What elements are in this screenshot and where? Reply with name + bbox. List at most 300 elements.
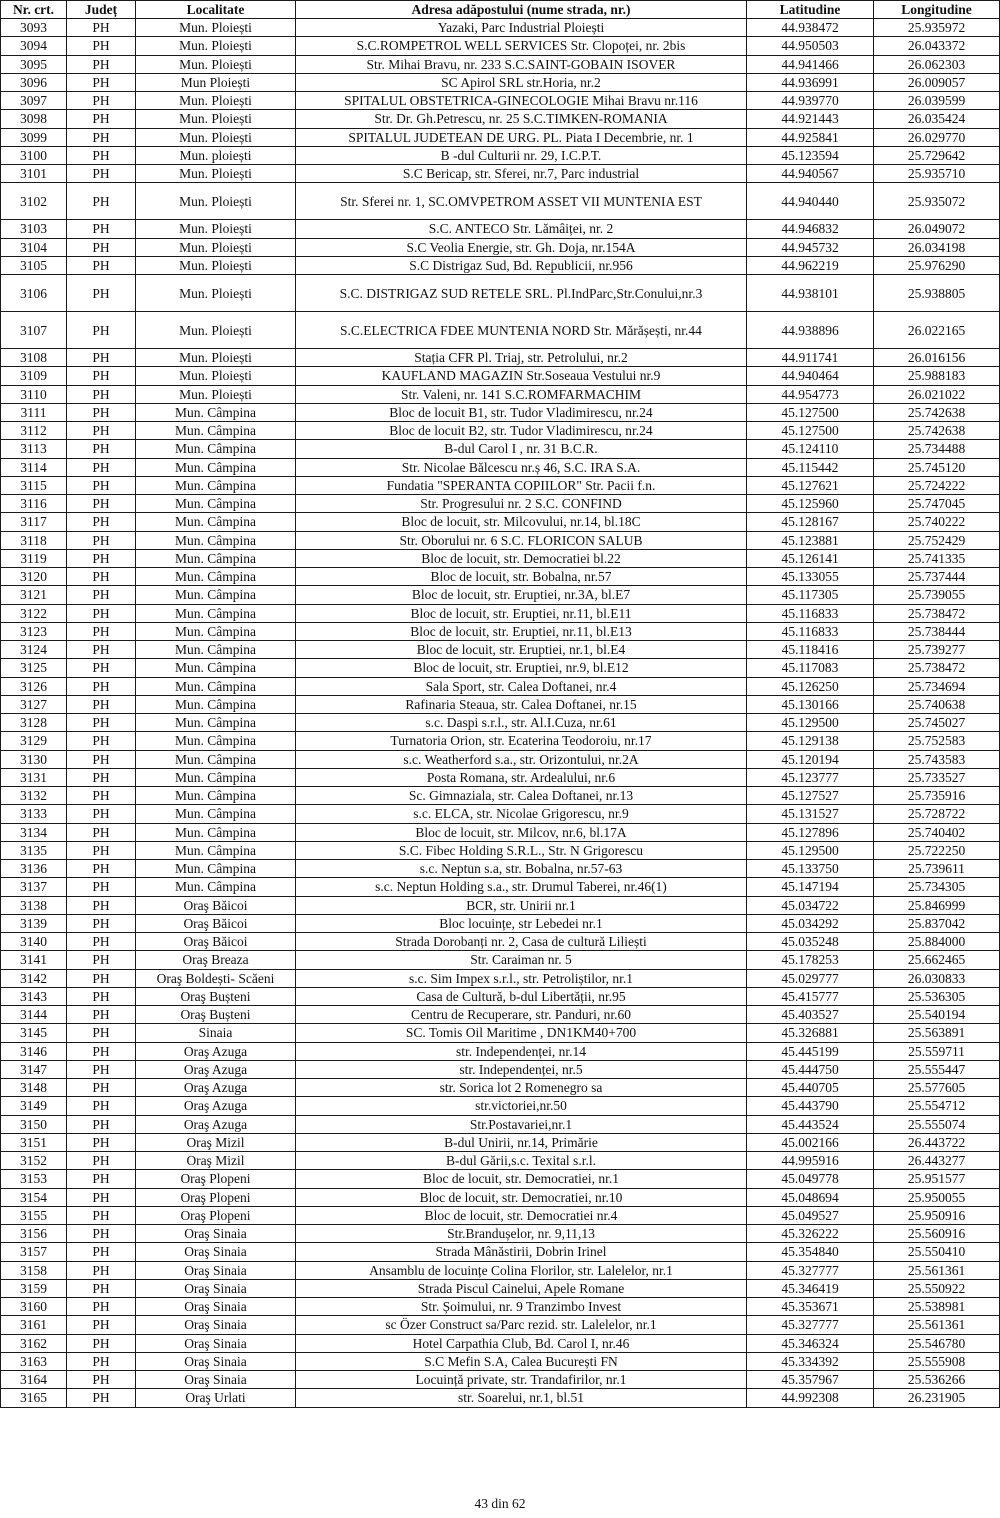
cell-adresa: Bloc de locuit B2, str. Tudor Vladimirescu, nr.24 bbox=[296, 422, 747, 440]
cell-longitudine: 25.738444 bbox=[874, 622, 1000, 640]
table-row bbox=[1, 1152, 1000, 1170]
cell-adresa: B-dul Unirii, nr.14, Primărie bbox=[296, 1133, 747, 1151]
table-row bbox=[1, 750, 1000, 768]
cell-judet: PH bbox=[67, 19, 136, 37]
table-row bbox=[1, 1097, 1000, 1115]
table-row bbox=[1, 476, 1000, 494]
cell-judet: PH bbox=[67, 55, 136, 73]
cell-longitudine: 25.729642 bbox=[874, 146, 1000, 164]
table-row bbox=[1, 1115, 1000, 1133]
cell-longitudine: 25.734488 bbox=[874, 440, 1000, 458]
table-row bbox=[1, 55, 1000, 73]
table-row bbox=[1, 659, 1000, 677]
cell-longitudine: 25.742638 bbox=[874, 422, 1000, 440]
cell-nr-crt: 3111 bbox=[1, 403, 67, 421]
cell-latitudine: 45.035248 bbox=[747, 933, 874, 951]
cell-nr-crt: 3109 bbox=[1, 367, 67, 385]
cell-nr-crt: 3100 bbox=[1, 146, 67, 164]
cell-adresa: B -dul Culturii nr. 29, I.C.P.T. bbox=[296, 146, 747, 164]
cell-longitudine: 25.935710 bbox=[874, 165, 1000, 183]
cell-judet: PH bbox=[67, 1389, 136, 1407]
cell-judet: PH bbox=[67, 1170, 136, 1188]
cell-judet: PH bbox=[67, 604, 136, 622]
cell-latitudine: 45.403527 bbox=[747, 1006, 874, 1024]
cell-judet: PH bbox=[67, 860, 136, 878]
cell-localitate: Mun. Ploiești bbox=[136, 220, 296, 238]
cell-localitate: Mun. Câmpina bbox=[136, 495, 296, 513]
cell-judet: PH bbox=[67, 256, 136, 274]
cell-longitudine: 25.935072 bbox=[874, 183, 1000, 220]
cell-judet: PH bbox=[67, 1371, 136, 1389]
header-adresa: Adresa adăpostului (nume strada, nr.) bbox=[296, 1, 747, 19]
cell-localitate: Oraş Băicoi bbox=[136, 933, 296, 951]
cell-localitate: Oraş Băicoi bbox=[136, 896, 296, 914]
cell-nr-crt: 3112 bbox=[1, 422, 67, 440]
cell-latitudine: 45.123777 bbox=[747, 768, 874, 786]
cell-localitate: Oraş Mizil bbox=[136, 1133, 296, 1151]
header-latitudine: Latitudine bbox=[747, 1, 874, 19]
cell-longitudine: 25.536305 bbox=[874, 987, 1000, 1005]
table-row bbox=[1, 1079, 1000, 1097]
table-row bbox=[1, 951, 1000, 969]
cell-latitudine: 45.128167 bbox=[747, 513, 874, 531]
cell-adresa: B-dul Carol I , nr. 31 B.C.R. bbox=[296, 440, 747, 458]
cell-latitudine: 45.127527 bbox=[747, 787, 874, 805]
cell-localitate: Mun. Câmpina bbox=[136, 768, 296, 786]
table-row bbox=[1, 422, 1000, 440]
table-row bbox=[1, 1225, 1000, 1243]
cell-adresa: S.C Veolia Energie, str. Gh. Doja, nr.154A bbox=[296, 238, 747, 256]
cell-judet: PH bbox=[67, 1097, 136, 1115]
cell-judet: PH bbox=[67, 659, 136, 677]
cell-adresa: Rafinaria Steaua, str. Calea Doftanei, nr.15 bbox=[296, 695, 747, 713]
cell-nr-crt: 3160 bbox=[1, 1298, 67, 1316]
cell-longitudine: 25.950916 bbox=[874, 1206, 1000, 1224]
cell-judet: PH bbox=[67, 238, 136, 256]
cell-longitudine: 26.062303 bbox=[874, 55, 1000, 73]
cell-judet: PH bbox=[67, 1316, 136, 1334]
cell-localitate: Mun. Câmpina bbox=[136, 604, 296, 622]
cell-adresa: s.c. Sim Impex s.r.l., str. Petroliștilor, nr.1 bbox=[296, 969, 747, 987]
cell-localitate: Mun. Ploiești bbox=[136, 349, 296, 367]
cell-longitudine: 25.561361 bbox=[874, 1316, 1000, 1334]
cell-adresa: SPITALUL JUDETEAN DE URG. PL. Piata I Decembrie, nr. 1 bbox=[296, 128, 747, 146]
cell-nr-crt: 3134 bbox=[1, 823, 67, 841]
cell-adresa: Yazaki, Parc Industrial Ploiești bbox=[296, 19, 747, 37]
cell-latitudine: 45.116833 bbox=[747, 604, 874, 622]
cell-longitudine: 26.009057 bbox=[874, 73, 1000, 91]
table-row bbox=[1, 1371, 1000, 1389]
cell-nr-crt: 3120 bbox=[1, 568, 67, 586]
table-row bbox=[1, 37, 1000, 55]
cell-adresa: Bloc de locuit, str. Democratiei nr.4 bbox=[296, 1206, 747, 1224]
cell-adresa: s.c. Weatherford s.a., str. Orizontului, nr.2A bbox=[296, 750, 747, 768]
cell-latitudine: 44.946832 bbox=[747, 220, 874, 238]
cell-longitudine: 25.737444 bbox=[874, 568, 1000, 586]
cell-judet: PH bbox=[67, 146, 136, 164]
cell-judet: PH bbox=[67, 677, 136, 695]
cell-latitudine: 44.938101 bbox=[747, 275, 874, 312]
cell-longitudine: 25.752429 bbox=[874, 531, 1000, 549]
cell-judet: PH bbox=[67, 1079, 136, 1097]
cell-localitate: Oraş Bușteni bbox=[136, 1006, 296, 1024]
table-row bbox=[1, 1024, 1000, 1042]
cell-localitate: Oraş Azuga bbox=[136, 1079, 296, 1097]
cell-latitudine: 45.334392 bbox=[747, 1352, 874, 1370]
cell-latitudine: 45.129138 bbox=[747, 732, 874, 750]
cell-longitudine: 25.536266 bbox=[874, 1371, 1000, 1389]
cell-nr-crt: 3108 bbox=[1, 349, 67, 367]
cell-longitudine: 25.550410 bbox=[874, 1243, 1000, 1261]
cell-localitate: Mun. Câmpina bbox=[136, 677, 296, 695]
cell-adresa: Ansamblu de locuințe Colina Florilor, str. Lalelelor, nr.1 bbox=[296, 1261, 747, 1279]
table-row bbox=[1, 622, 1000, 640]
cell-judet: PH bbox=[67, 695, 136, 713]
cell-nr-crt: 3123 bbox=[1, 622, 67, 640]
cell-judet: PH bbox=[67, 805, 136, 823]
cell-localitate: Mun Ploiești bbox=[136, 73, 296, 91]
cell-localitate: Mun. Câmpina bbox=[136, 841, 296, 859]
cell-nr-crt: 3127 bbox=[1, 695, 67, 713]
cell-localitate: Mun. Câmpina bbox=[136, 549, 296, 567]
cell-latitudine: 45.029777 bbox=[747, 969, 874, 987]
cell-longitudine: 25.739611 bbox=[874, 860, 1000, 878]
cell-adresa: Centru de Recuperare, str. Panduri, nr.60 bbox=[296, 1006, 747, 1024]
table-row bbox=[1, 914, 1000, 932]
table-row bbox=[1, 695, 1000, 713]
cell-latitudine: 44.995916 bbox=[747, 1152, 874, 1170]
table-row bbox=[1, 531, 1000, 549]
cell-nr-crt: 3158 bbox=[1, 1261, 67, 1279]
cell-longitudine: 26.021022 bbox=[874, 385, 1000, 403]
cell-localitate: Mun. Ploiești bbox=[136, 110, 296, 128]
cell-longitudine: 25.555908 bbox=[874, 1352, 1000, 1370]
cell-adresa: Casa de Cultură, b-dul Libertății, nr.95 bbox=[296, 987, 747, 1005]
table-row bbox=[1, 128, 1000, 146]
cell-judet: PH bbox=[67, 1060, 136, 1078]
cell-localitate: Oraş Urlati bbox=[136, 1389, 296, 1407]
cell-localitate: Mun. ploiești bbox=[136, 146, 296, 164]
cell-judet: PH bbox=[67, 750, 136, 768]
cell-adresa: Str. Oborului nr. 6 S.C. FLORICON SALUB bbox=[296, 531, 747, 549]
cell-localitate: Mun. Câmpina bbox=[136, 641, 296, 659]
cell-adresa: Str. Sferei nr. 1, SC.OMVPETROM ASSET VII MUNTENIA EST bbox=[296, 183, 747, 220]
cell-localitate: Mun. Câmpina bbox=[136, 787, 296, 805]
cell-nr-crt: 3110 bbox=[1, 385, 67, 403]
cell-latitudine: 45.443524 bbox=[747, 1115, 874, 1133]
cell-nr-crt: 3126 bbox=[1, 677, 67, 695]
cell-adresa: Stația CFR Pl. Triaj, str. Petrolului, nr.2 bbox=[296, 349, 747, 367]
table-row bbox=[1, 568, 1000, 586]
cell-latitudine: 44.962219 bbox=[747, 256, 874, 274]
cell-adresa: Sala Sport, str. Calea Doftanei, nr.4 bbox=[296, 677, 747, 695]
cell-judet: PH bbox=[67, 1298, 136, 1316]
cell-nr-crt: 3153 bbox=[1, 1170, 67, 1188]
cell-longitudine: 25.735916 bbox=[874, 787, 1000, 805]
cell-nr-crt: 3131 bbox=[1, 768, 67, 786]
cell-adresa: Fundatia "SPERANTA COPIILOR" Str. Pacii f.n. bbox=[296, 476, 747, 494]
cell-nr-crt: 3128 bbox=[1, 714, 67, 732]
cell-longitudine: 25.739055 bbox=[874, 586, 1000, 604]
cell-localitate: Oraş Sinaia bbox=[136, 1298, 296, 1316]
cell-longitudine: 25.742638 bbox=[874, 403, 1000, 421]
cell-latitudine: 45.327777 bbox=[747, 1261, 874, 1279]
cell-longitudine: 25.538981 bbox=[874, 1298, 1000, 1316]
cell-adresa: Turnatoria Orion, str. Ecaterina Teodoroiu, nr.17 bbox=[296, 732, 747, 750]
cell-latitudine: 45.415777 bbox=[747, 987, 874, 1005]
cell-nr-crt: 3104 bbox=[1, 238, 67, 256]
cell-latitudine: 45.115442 bbox=[747, 458, 874, 476]
cell-localitate: Mun. Câmpina bbox=[136, 476, 296, 494]
cell-localitate: Oraş Băicoi bbox=[136, 914, 296, 932]
cell-adresa: S.C. Fibec Holding S.R.L., Str. N Grigorescu bbox=[296, 841, 747, 859]
cell-adresa: Str. Șoimului, nr. 9 Tranzimbo Invest bbox=[296, 1298, 747, 1316]
table-row bbox=[1, 1188, 1000, 1206]
cell-adresa: S.C.ROMPETROL WELL SERVICES Str. Clopoței, nr. 2bis bbox=[296, 37, 747, 55]
cell-latitudine: 45.127500 bbox=[747, 403, 874, 421]
cell-longitudine: 25.741335 bbox=[874, 549, 1000, 567]
cell-localitate: Mun. Câmpina bbox=[136, 531, 296, 549]
cell-judet: PH bbox=[67, 1188, 136, 1206]
cell-nr-crt: 3113 bbox=[1, 440, 67, 458]
cell-localitate: Oraş Azuga bbox=[136, 1060, 296, 1078]
cell-localitate: Mun. Ploiești bbox=[136, 55, 296, 73]
table-row bbox=[1, 275, 1000, 312]
cell-localitate: Oraş Bușteni bbox=[136, 987, 296, 1005]
cell-latitudine: 45.120194 bbox=[747, 750, 874, 768]
cell-latitudine: 45.130166 bbox=[747, 695, 874, 713]
cell-judet: PH bbox=[67, 714, 136, 732]
cell-nr-crt: 3154 bbox=[1, 1188, 67, 1206]
cell-localitate: Mun. Câmpina bbox=[136, 403, 296, 421]
cell-adresa: SC Apirol SRL str.Horia, nr.2 bbox=[296, 73, 747, 91]
cell-judet: PH bbox=[67, 1115, 136, 1133]
cell-nr-crt: 3144 bbox=[1, 1006, 67, 1024]
table-row bbox=[1, 1298, 1000, 1316]
cell-latitudine: 44.941466 bbox=[747, 55, 874, 73]
cell-latitudine: 44.940440 bbox=[747, 183, 874, 220]
cell-longitudine: 25.738472 bbox=[874, 604, 1000, 622]
cell-nr-crt: 3107 bbox=[1, 312, 67, 349]
cell-judet: PH bbox=[67, 220, 136, 238]
cell-latitudine: 45.346324 bbox=[747, 1334, 874, 1352]
cell-judet: PH bbox=[67, 513, 136, 531]
cell-longitudine: 25.884000 bbox=[874, 933, 1000, 951]
cell-judet: PH bbox=[67, 275, 136, 312]
cell-adresa: Bloc de locuit, str. Eruptiei, nr.11, bl.E13 bbox=[296, 622, 747, 640]
cell-longitudine: 26.443722 bbox=[874, 1133, 1000, 1151]
cell-nr-crt: 3133 bbox=[1, 805, 67, 823]
cell-nr-crt: 3130 bbox=[1, 750, 67, 768]
cell-judet: PH bbox=[67, 349, 136, 367]
cell-judet: PH bbox=[67, 987, 136, 1005]
cell-judet: PH bbox=[67, 165, 136, 183]
cell-longitudine: 26.049072 bbox=[874, 220, 1000, 238]
cell-adresa: Bloc de locuit B1, str. Tudor Vladimirescu, nr.24 bbox=[296, 403, 747, 421]
cell-latitudine: 45.353671 bbox=[747, 1298, 874, 1316]
cell-judet: PH bbox=[67, 732, 136, 750]
cell-longitudine: 25.563891 bbox=[874, 1024, 1000, 1042]
cell-nr-crt: 3138 bbox=[1, 896, 67, 914]
cell-adresa: B-dul Gării,s.c. Texital s.r.l. bbox=[296, 1152, 747, 1170]
cell-longitudine: 25.950055 bbox=[874, 1188, 1000, 1206]
cell-longitudine: 26.034198 bbox=[874, 238, 1000, 256]
table-row bbox=[1, 183, 1000, 220]
cell-localitate: Mun. Câmpina bbox=[136, 659, 296, 677]
cell-judet: PH bbox=[67, 1152, 136, 1170]
cell-adresa: Strada Dorobanți nr. 2, Casa de cultură Liliești bbox=[296, 933, 747, 951]
cell-adresa: SPITALUL OBSTETRICA-GINECOLOGIE Mihai Bravu nr.116 bbox=[296, 92, 747, 110]
cell-localitate: Mun. Ploiești bbox=[136, 256, 296, 274]
table-row bbox=[1, 1261, 1000, 1279]
cell-localitate: Mun. Ploiești bbox=[136, 165, 296, 183]
cell-latitudine: 45.127621 bbox=[747, 476, 874, 494]
table-row bbox=[1, 238, 1000, 256]
cell-latitudine: 45.178253 bbox=[747, 951, 874, 969]
cell-nr-crt: 3093 bbox=[1, 19, 67, 37]
cell-adresa: Bloc de locuit, str. Eruptiei, nr.1, bl.E4 bbox=[296, 641, 747, 659]
cell-adresa: SC. Tomis Oil Maritime , DN1KM40+700 bbox=[296, 1024, 747, 1042]
cell-nr-crt: 3101 bbox=[1, 165, 67, 183]
cell-nr-crt: 3116 bbox=[1, 495, 67, 513]
cell-nr-crt: 3129 bbox=[1, 732, 67, 750]
cell-longitudine: 25.554712 bbox=[874, 1097, 1000, 1115]
cell-nr-crt: 3124 bbox=[1, 641, 67, 659]
cell-longitudine: 25.724222 bbox=[874, 476, 1000, 494]
cell-longitudine: 25.738472 bbox=[874, 659, 1000, 677]
cell-adresa: S.C Mefin S.A, Calea București FN bbox=[296, 1352, 747, 1370]
table-row bbox=[1, 1006, 1000, 1024]
cell-judet: PH bbox=[67, 1206, 136, 1224]
cell-judet: PH bbox=[67, 1279, 136, 1297]
cell-latitudine: 45.116833 bbox=[747, 622, 874, 640]
cell-latitudine: 45.049527 bbox=[747, 1206, 874, 1224]
cell-longitudine: 25.662465 bbox=[874, 951, 1000, 969]
cell-judet: PH bbox=[67, 951, 136, 969]
cell-longitudine: 25.540194 bbox=[874, 1006, 1000, 1024]
cell-judet: PH bbox=[67, 768, 136, 786]
cell-latitudine: 45.034722 bbox=[747, 896, 874, 914]
table-row bbox=[1, 714, 1000, 732]
cell-latitudine: 45.126141 bbox=[747, 549, 874, 567]
cell-judet: PH bbox=[67, 403, 136, 421]
table-row bbox=[1, 146, 1000, 164]
cell-latitudine: 45.125960 bbox=[747, 495, 874, 513]
cell-longitudine: 25.747045 bbox=[874, 495, 1000, 513]
cell-judet: PH bbox=[67, 1006, 136, 1024]
cell-localitate: Oraş Sinaia bbox=[136, 1352, 296, 1370]
cell-judet: PH bbox=[67, 73, 136, 91]
cell-longitudine: 25.743583 bbox=[874, 750, 1000, 768]
cell-longitudine: 25.560916 bbox=[874, 1225, 1000, 1243]
cell-longitudine: 26.022165 bbox=[874, 312, 1000, 349]
cell-longitudine: 25.938805 bbox=[874, 275, 1000, 312]
cell-longitudine: 25.951577 bbox=[874, 1170, 1000, 1188]
table-row bbox=[1, 860, 1000, 878]
cell-latitudine: 45.117305 bbox=[747, 586, 874, 604]
cell-latitudine: 45.118416 bbox=[747, 641, 874, 659]
header-longitudine: Longitudine bbox=[874, 1, 1000, 19]
cell-latitudine: 45.123594 bbox=[747, 146, 874, 164]
cell-nr-crt: 3114 bbox=[1, 458, 67, 476]
cell-latitudine: 45.127500 bbox=[747, 422, 874, 440]
cell-adresa: Posta Romana, str. Ardealului, nr.6 bbox=[296, 768, 747, 786]
cell-judet: PH bbox=[67, 422, 136, 440]
cell-judet: PH bbox=[67, 622, 136, 640]
cell-longitudine: 25.740222 bbox=[874, 513, 1000, 531]
table-row bbox=[1, 1170, 1000, 1188]
cell-judet: PH bbox=[67, 586, 136, 604]
cell-adresa: str. Independenței, nr.5 bbox=[296, 1060, 747, 1078]
cell-longitudine: 26.443277 bbox=[874, 1152, 1000, 1170]
cell-localitate: Oraş Sinaia bbox=[136, 1225, 296, 1243]
cell-latitudine: 45.443790 bbox=[747, 1097, 874, 1115]
cell-adresa: Bloc de locuit, str. Bobalna, nr.57 bbox=[296, 568, 747, 586]
cell-longitudine: 26.029770 bbox=[874, 128, 1000, 146]
cell-latitudine: 45.326222 bbox=[747, 1225, 874, 1243]
cell-nr-crt: 3157 bbox=[1, 1243, 67, 1261]
table-row bbox=[1, 823, 1000, 841]
cell-localitate: Mun. Câmpina bbox=[136, 860, 296, 878]
table-row bbox=[1, 878, 1000, 896]
table-row bbox=[1, 896, 1000, 914]
cell-adresa: Bloc de locuit, str. Milcovului, nr.14, bl.18C bbox=[296, 513, 747, 531]
table-row bbox=[1, 349, 1000, 367]
table-row bbox=[1, 312, 1000, 349]
cell-nr-crt: 3164 bbox=[1, 1371, 67, 1389]
cell-longitudine: 26.016156 bbox=[874, 349, 1000, 367]
cell-nr-crt: 3119 bbox=[1, 549, 67, 567]
cell-nr-crt: 3146 bbox=[1, 1042, 67, 1060]
cell-latitudine: 44.925841 bbox=[747, 128, 874, 146]
cell-nr-crt: 3106 bbox=[1, 275, 67, 312]
cell-localitate: Oraş Plopeni bbox=[136, 1206, 296, 1224]
cell-judet: PH bbox=[67, 549, 136, 567]
cell-nr-crt: 3102 bbox=[1, 183, 67, 220]
cell-adresa: Str. Mihai Bravu, nr. 233 S.C.SAINT-GOBAIN ISOVER bbox=[296, 55, 747, 73]
cell-nr-crt: 3162 bbox=[1, 1334, 67, 1352]
cell-localitate: Mun. Câmpina bbox=[136, 440, 296, 458]
cell-nr-crt: 3115 bbox=[1, 476, 67, 494]
cell-nr-crt: 3145 bbox=[1, 1024, 67, 1042]
cell-judet: PH bbox=[67, 495, 136, 513]
cell-adresa: str.victoriei,nr.50 bbox=[296, 1097, 747, 1115]
cell-longitudine: 25.734694 bbox=[874, 677, 1000, 695]
cell-localitate: Oraş Sinaia bbox=[136, 1316, 296, 1334]
cell-latitudine: 45.123881 bbox=[747, 531, 874, 549]
cell-localitate: Oraş Azuga bbox=[136, 1115, 296, 1133]
table-row bbox=[1, 1389, 1000, 1407]
cell-adresa: Str.Postavariei,nr.1 bbox=[296, 1115, 747, 1133]
cell-localitate: Mun. Ploiești bbox=[136, 37, 296, 55]
cell-longitudine: 26.030833 bbox=[874, 969, 1000, 987]
cell-adresa: Hotel Carpathia Club, Bd. Carol I, nr.46 bbox=[296, 1334, 747, 1352]
cell-adresa: S.C. DISTRIGAZ SUD RETELE SRL. Pl.IndParc,Str.Conului,nr.3 bbox=[296, 275, 747, 312]
cell-judet: PH bbox=[67, 1133, 136, 1151]
cell-nr-crt: 3136 bbox=[1, 860, 67, 878]
table-row bbox=[1, 1243, 1000, 1261]
cell-judet: PH bbox=[67, 1042, 136, 1060]
cell-nr-crt: 3121 bbox=[1, 586, 67, 604]
cell-adresa: Bloc de locuit, str. Milcov, nr.6, bl.17A bbox=[296, 823, 747, 841]
cell-nr-crt: 3139 bbox=[1, 914, 67, 932]
cell-latitudine: 44.945732 bbox=[747, 238, 874, 256]
cell-longitudine: 26.039599 bbox=[874, 92, 1000, 110]
cell-nr-crt: 3152 bbox=[1, 1152, 67, 1170]
cell-adresa: Bloc de locuit, str. Eruptiei, nr.3A, bl.E7 bbox=[296, 586, 747, 604]
cell-localitate: Mun. Câmpina bbox=[136, 732, 296, 750]
cell-latitudine: 45.147194 bbox=[747, 878, 874, 896]
